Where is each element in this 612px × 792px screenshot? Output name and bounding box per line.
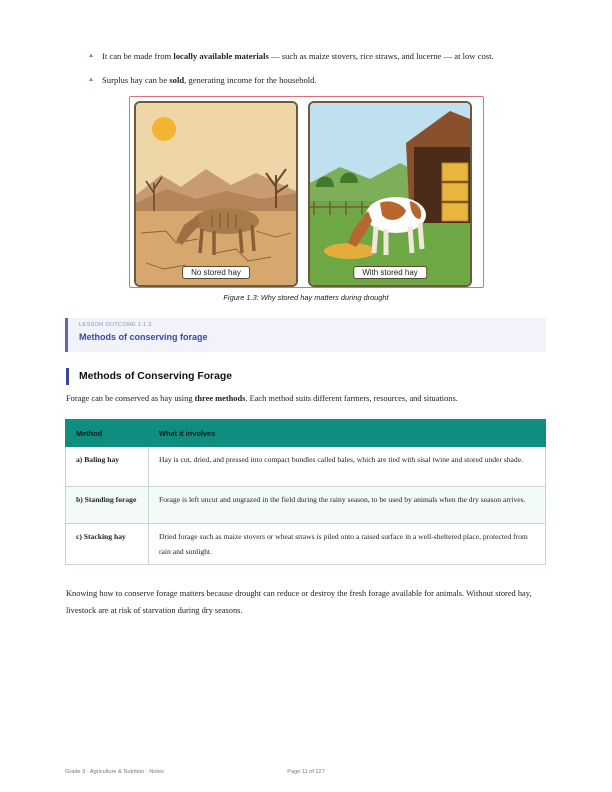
table-row — [66, 487, 546, 524]
header-what-it-involves: What it involves — [149, 420, 546, 447]
with-stored-hay-panel — [308, 101, 472, 287]
method-cell: c) Stacking hay — [66, 524, 149, 565]
bullet-text: Surplus hay can be sold, generating income for the household. — [102, 75, 317, 85]
drought-scene-illustration — [136, 103, 296, 285]
method-cell: b) Standing forage — [66, 487, 149, 524]
with-stored-hay-label: With stored hay — [353, 266, 427, 279]
description-cell: Dried forage such as maize stovers or wheat straws is piled onto a raised surface in a well-sheltered place, protected from rain and sunlight. — [149, 524, 546, 565]
closing-paragraph: Knowing how to conserve forage matters because drought can reduce or destroy the fresh forage available for animals. Without stored hay, livestock are at risk of starvation during dry seasons. — [66, 589, 532, 615]
drought-figure — [129, 96, 484, 288]
no-stored-hay-panel — [134, 101, 298, 287]
description-cell: Hay is cut, dried, and pressed into compact bundles called bales, which are tied with sisal twine and stored under shade. — [149, 447, 546, 487]
table-header-row — [66, 420, 546, 447]
bullet-text: It can be made from locally available materials — such as maize stovers, rice straws, and lucerne — at low cost. — [102, 51, 494, 61]
section-intro: Forage can be conserved as hay using three methods. Each method suits different farmers, resources, and situations. — [66, 394, 458, 403]
triangle-bullet-icon: ▲ — [88, 77, 94, 83]
bullet-item — [88, 50, 568, 62]
no-stored-hay-label: No stored hay — [182, 266, 250, 279]
footer-page-number: Page 11 of 127 — [287, 769, 325, 775]
footer-course: Grade 9 · Agriculture & Nutrition · Notes — [65, 769, 164, 775]
lesson-outcome-title: Methods of conserving forage — [79, 332, 208, 342]
section-heading: Methods of Conserving Forage — [66, 368, 232, 385]
lesson-outcome-box — [65, 318, 546, 352]
triangle-bullet-icon: ▲ — [88, 53, 94, 59]
methods-table — [65, 419, 546, 565]
lesson-outcome-label: LESSON OUTCOME 1.1.2 — [79, 322, 152, 328]
figure-caption: Figure 1.3: Why stored hay matters during drought — [223, 293, 389, 302]
table-row — [66, 447, 546, 487]
bullet-list — [88, 50, 568, 98]
table-row — [66, 524, 546, 565]
stored-hay-scene-illustration — [310, 103, 470, 285]
bullet-item — [88, 74, 568, 86]
method-cell: a) Baling hay — [66, 447, 149, 487]
header-method: Method — [66, 420, 149, 447]
description-cell: Forage is left uncut and ungrazed in the field during the rainy season, to be used by animals when the dry season arrives. — [149, 487, 546, 524]
